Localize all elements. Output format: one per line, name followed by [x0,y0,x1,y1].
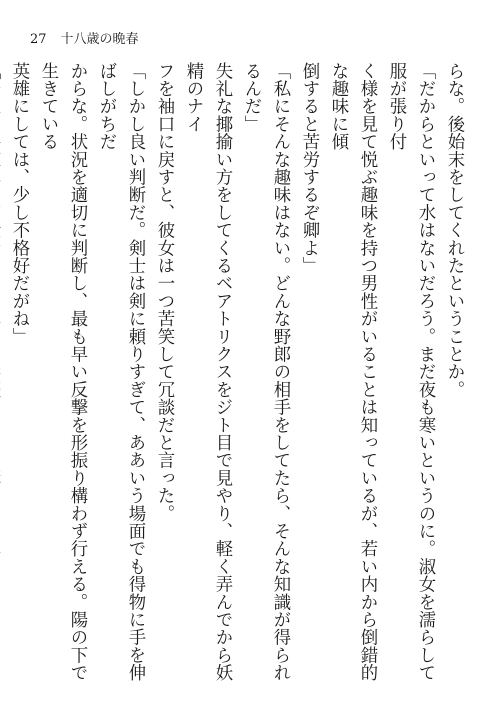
text-line: らな。後始末をしてくれたということか。 [444,62,464,399]
text-line: からな。状況を適切に判断し、最も早い反撃を形振り構わず行える。陽の下で生きている [38,62,87,682]
chapter-title: 十八歳の晩春 [60,32,139,47]
text-line: 「しかし良い判断だ。剣士は剣に頼りすぎて、ああいう場面でも得物に手を伸ばしがちだ [96,62,145,682]
text-line: フを袖口に戻すと、彼女は一つ苦笑して冗談だと言った。 [154,62,174,523]
text-line: 「私にそんな趣味はない。どんな野郎の相手をしてたら、そんな知識が得られるんだ」 [241,62,290,682]
text-line: 英雄にしては、少し不格好だがね」 [9,62,29,346]
vertical-text-body [9,62,468,682]
page-header [30,28,139,47]
text-line: 倒すると苦労するぞ卿よ」 [299,62,319,275]
text-line: 失礼な揶揄い方をしてくるベアトリクスをジト目で見やり、軽く弄んでから妖精のナイ [183,62,232,682]
text-line [0,62,4,682]
page-number: 27 [30,32,47,47]
text-line: く様を見て悦ぶ趣味を持つ男性がいることは知っているが、若い内から倒錯的な趣味に傾 [328,62,377,682]
text-line: 「だからといって水はないだろう。まだ夜も寒いというのに。淑女を濡らして服が張り付 [386,62,435,682]
